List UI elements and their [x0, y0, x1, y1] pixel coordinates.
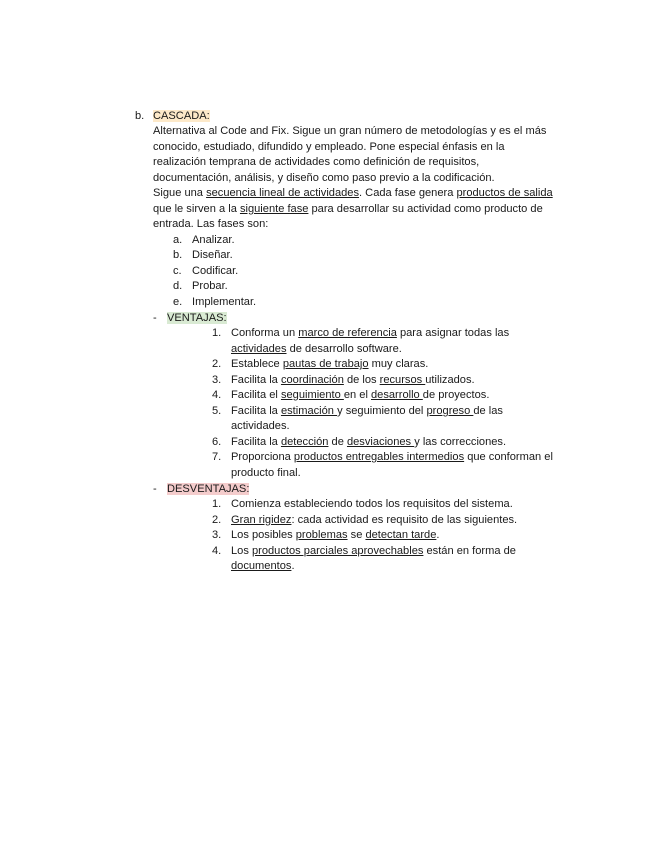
text: : cada actividad es requisito de las siguientes.: [291, 514, 518, 526]
ventaja-item: [231, 435, 506, 450]
ventaja-item: [231, 373, 475, 388]
text: Proporciona: [231, 451, 294, 463]
ventaja-item-cont: [231, 342, 402, 357]
text: Establece: [231, 358, 283, 370]
text: de proyectos.: [422, 389, 490, 401]
list-number: 1.: [212, 327, 222, 339]
ventaja-item: [231, 326, 509, 341]
phase-marker: e.: [173, 296, 183, 308]
list-number: 4.: [212, 389, 222, 401]
text: muy claras.: [368, 358, 429, 370]
text: Facilita el: [231, 389, 281, 401]
underlined-text: desarrollo: [371, 389, 423, 401]
text: Sigue una: [153, 187, 207, 199]
phase-item: Implementar.: [192, 296, 257, 308]
sequence-line-3: entrada. Las fases son:: [153, 218, 269, 230]
sequence-line-1: [153, 186, 553, 201]
ventaja-item-cont: actividades.: [231, 420, 290, 432]
underlined-text: Gran rigidez: [231, 514, 292, 526]
list-number: 1.: [212, 498, 222, 510]
intro-line: Alternativa al Code and Fix. Sigue un gran número de metodologías y es el más: [153, 125, 547, 137]
underlined-text: estimación: [280, 405, 338, 417]
list-number: 2.: [212, 514, 222, 526]
ventajas-heading: [167, 311, 227, 326]
text: para asignar todas las: [396, 327, 510, 339]
text: están en forma de: [423, 545, 516, 557]
ventaja-item: [231, 388, 489, 403]
text: Los posibles: [231, 529, 296, 541]
text: de los: [343, 374, 380, 386]
phase-marker: a.: [173, 234, 183, 246]
underlined-text: seguimiento: [280, 389, 344, 401]
text: Facilita la: [231, 405, 281, 417]
intro-line: realización temprana de actividades como definición de requisitos,: [153, 156, 480, 168]
section-title: [153, 109, 210, 124]
text: que conforman el: [464, 451, 553, 463]
underlined-text: desviaciones: [346, 436, 415, 448]
desventaja-item-cont: [231, 559, 295, 574]
list-number: 7.: [212, 451, 222, 463]
text: que le sirven a la: [153, 203, 240, 215]
text: de las: [473, 405, 503, 417]
text: Los: [231, 545, 252, 557]
ventajas-dash: -: [153, 312, 157, 324]
text: Conforma un: [231, 327, 299, 339]
desventaja-item: [231, 528, 439, 543]
underlined-text: recursos: [379, 374, 426, 386]
underlined-text: marco de referencia: [298, 327, 397, 339]
text: .: [436, 529, 440, 541]
text: y las correcciones.: [414, 436, 507, 448]
text: Facilita la: [231, 436, 281, 448]
section-title-text: CASCADA:: [153, 110, 210, 122]
underlined-text: progreso: [426, 405, 474, 417]
intro-line: documentación, análisis, y diseño como paso previo a la codificación.: [153, 172, 495, 184]
list-number: 2.: [212, 358, 222, 370]
underlined-text: secuencia lineal de actividades: [206, 187, 360, 199]
text: de: [328, 436, 347, 448]
text: para desarrollar su actividad como producto de: [308, 203, 543, 215]
text: en el: [343, 389, 371, 401]
phase-marker: c.: [173, 265, 182, 277]
underlined-text: documentos: [231, 560, 292, 572]
list-number: 6.: [212, 436, 222, 448]
underlined-text: actividades: [231, 343, 287, 355]
phase-marker: b.: [173, 249, 183, 261]
desventajas-heading: [167, 482, 249, 497]
desventajas-title: DESVENTAJAS:: [167, 483, 250, 495]
underlined-text: detectan tarde: [365, 529, 437, 541]
text: . Cada fase genera: [359, 187, 457, 199]
list-number: 3.: [212, 529, 222, 541]
underlined-text: problemas: [295, 529, 348, 541]
list-number: 4.: [212, 545, 222, 557]
underlined-text: pautas de trabajo: [282, 358, 369, 370]
phase-item: Codificar.: [192, 265, 239, 277]
desventaja-item: [231, 513, 517, 528]
desventaja-item: Comienza estableciendo todos los requisitos del sistema.: [231, 498, 513, 510]
list-number: 3.: [212, 374, 222, 386]
underlined-text: productos parciales aprovechables: [251, 545, 424, 557]
underlined-text: productos entregables intermedios: [293, 451, 465, 463]
list-number: 5.: [212, 405, 222, 417]
phase-marker: d.: [173, 280, 183, 292]
ventaja-item: [231, 450, 553, 465]
text: Facilita la: [231, 374, 281, 386]
text: utilizados.: [425, 374, 475, 386]
desventajas-dash: -: [153, 483, 157, 495]
underlined-text: coordinación: [280, 374, 344, 386]
underlined-text: siguiente fase: [239, 203, 309, 215]
ventaja-item: [231, 404, 503, 419]
desventaja-item: [231, 544, 516, 559]
phase-item: Probar.: [192, 280, 228, 292]
phase-item: Analizar.: [192, 234, 235, 246]
ventaja-item-cont: producto final.: [231, 467, 301, 479]
text: se: [347, 529, 366, 541]
underlined-text: detección: [280, 436, 329, 448]
section-marker: b.: [135, 110, 145, 122]
text: de desarrollo software.: [286, 343, 402, 355]
sequence-line-2: [153, 202, 543, 217]
ventajas-title: VENTAJAS:: [167, 312, 227, 324]
intro-line: conocido, estudiado, difundido y empleado. Pone especial énfasis en la: [153, 141, 505, 153]
text: y seguimiento del: [337, 405, 427, 417]
text: .: [291, 560, 295, 572]
phase-item: Diseñar.: [192, 249, 233, 261]
ventaja-item: [231, 357, 428, 372]
underlined-text: productos de salida: [456, 187, 553, 199]
